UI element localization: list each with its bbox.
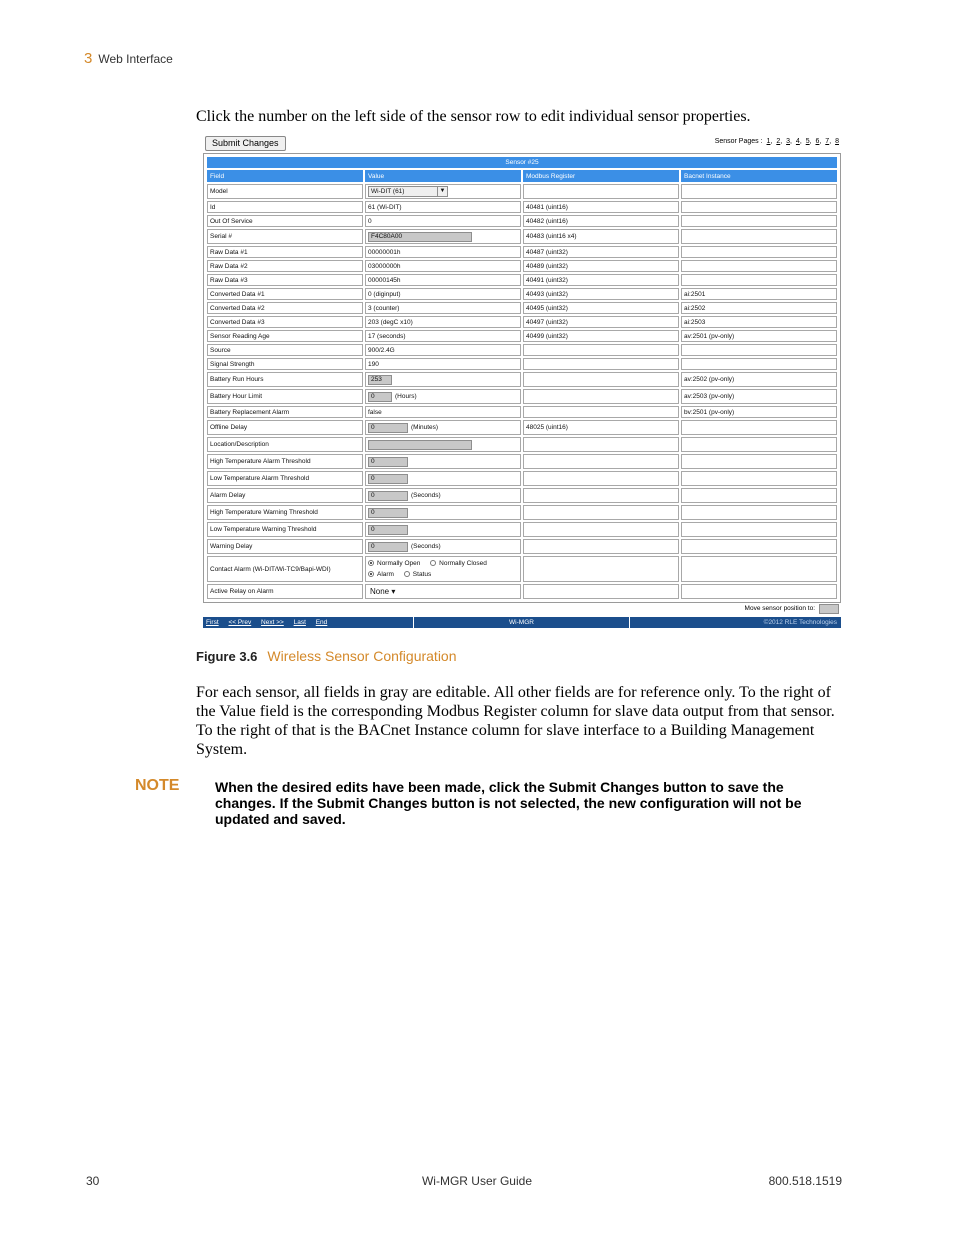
sensor-config-screenshot	[203, 135, 841, 628]
bacnet-cell	[681, 584, 837, 599]
move-sensor-input[interactable]	[819, 604, 839, 614]
sensor-pages: Sensor Pages : 1, 2, 3, 4, 5, 6, 7, 8	[714, 138, 839, 145]
value-cell: 900/2.4G	[365, 344, 521, 356]
pager-prev-link[interactable]: << Prev	[228, 619, 252, 626]
unit-label: (Hours)	[395, 393, 417, 401]
table-row	[207, 389, 837, 404]
radio-label: Normally Open	[377, 560, 421, 567]
sensor-page-link[interactable]: 6	[815, 138, 820, 145]
active-relay-select[interactable]	[368, 586, 395, 597]
pager-last-link[interactable]: Last	[293, 619, 306, 626]
value-cell: 0 (diginput)	[365, 288, 521, 300]
field-cell: Low Temperature Warning Threshold	[207, 522, 363, 537]
intro-text: Click the number on the left side of the sensor row to edit individual sensor properties.	[196, 108, 751, 125]
modbus-cell: 40495 (uint32)	[523, 302, 679, 314]
bacnet-cell: ai:2503	[681, 316, 837, 328]
field-cell: Converted Data #3	[207, 316, 363, 328]
table-header-row	[207, 170, 837, 182]
modbus-cell	[523, 584, 679, 599]
value-cell: 0	[365, 215, 521, 227]
figure-caption	[196, 648, 457, 664]
table-row	[207, 229, 837, 244]
contact-type-radios	[368, 569, 518, 580]
bacnet-cell	[681, 556, 837, 582]
bacnet-cell: av:2501 (pv-only)	[681, 330, 837, 342]
bacnet-cell: ai:2501	[681, 288, 837, 300]
high-temp-alarm-input[interactable]: 0	[368, 457, 408, 467]
field-cell: Model	[207, 184, 363, 199]
modbus-cell: 40487 (uint32)	[523, 246, 679, 258]
sensor-page-link[interactable]: 5	[805, 138, 810, 145]
unit-label: (Seconds)	[411, 543, 441, 551]
pager-first-link[interactable]: First	[206, 619, 219, 626]
battery-run-hours-input[interactable]: 253	[368, 375, 392, 385]
radio-label: Alarm	[377, 571, 394, 578]
table-row	[207, 556, 837, 582]
value-cell	[365, 584, 521, 599]
modbus-cell	[523, 437, 679, 452]
bacnet-cell: bv:2501 (pv-only)	[681, 406, 837, 418]
bacnet-cell: av:2502 (pv-only)	[681, 372, 837, 387]
value-cell	[365, 556, 521, 582]
field-cell: Raw Data #3	[207, 274, 363, 286]
column-header: Field	[207, 170, 363, 182]
table-row	[207, 274, 837, 286]
alarm-radio[interactable]	[368, 571, 374, 577]
chapter-number: 3	[84, 50, 93, 67]
field-cell: Active Relay on Alarm	[207, 584, 363, 599]
radio-label: Normally Closed	[439, 560, 487, 567]
sensor-page-link[interactable]: 3	[786, 138, 791, 145]
table-row	[207, 584, 837, 599]
table-row	[207, 454, 837, 469]
low-temp-alarm-input[interactable]: 0	[368, 474, 408, 484]
note-text: When the desired edits have been made, click the Submit Changes button to save the changes. If the Submit Changes button is not selected, the new configuration will not be updated and saved.	[215, 779, 802, 827]
table-row	[207, 260, 837, 272]
modbus-cell: 40491 (uint32)	[523, 274, 679, 286]
chevron-down-icon: ▾	[391, 587, 396, 596]
modbus-cell	[523, 471, 679, 486]
modbus-cell	[523, 344, 679, 356]
field-cell: Battery Run Hours	[207, 372, 363, 387]
modbus-cell	[523, 454, 679, 469]
section-title: Web Interface	[98, 52, 173, 66]
bacnet-cell	[681, 260, 837, 272]
modbus-cell	[523, 539, 679, 554]
table-row	[207, 184, 837, 199]
modbus-cell	[523, 488, 679, 503]
page-number: 30	[86, 1174, 100, 1188]
contact-mode-radios	[368, 558, 518, 569]
field-cell: Id	[207, 201, 363, 213]
value-cell: 61 (Wi-DIT)	[365, 201, 521, 213]
low-temp-warning-input[interactable]: 0	[368, 525, 408, 535]
body-paragraph: For each sensor, all fields in gray are editable. All other fields are for reference only. To the right of the Value field is the corresponding Modbus Register column for slave data output from that sensor. To the right of that is the BACnet Instance column for slave interface to a Building Management System.	[196, 684, 835, 758]
field-cell: Out Of Service	[207, 215, 363, 227]
modbus-cell: 40499 (uint32)	[523, 330, 679, 342]
chevron-down-icon: ▼	[437, 187, 447, 196]
bacnet-cell	[681, 454, 837, 469]
figure-title: Wireless Sensor Configuration	[267, 648, 457, 664]
value-cell	[365, 184, 521, 199]
modbus-cell: 48025 (uint16)	[523, 420, 679, 435]
model-select[interactable]	[368, 186, 448, 197]
pager-next-link[interactable]: Next >>	[261, 619, 284, 626]
alarm-delay-input[interactable]: 0	[368, 491, 408, 501]
unit-label: (Minutes)	[411, 424, 439, 432]
value-cell	[365, 454, 521, 469]
bacnet-cell	[681, 488, 837, 503]
table-row	[207, 344, 837, 356]
field-cell: Warning Delay	[207, 539, 363, 554]
modbus-cell	[523, 406, 679, 418]
field-cell: Source	[207, 344, 363, 356]
bacnet-cell	[681, 358, 837, 370]
sensor-page-link[interactable]: 8	[835, 138, 839, 145]
footer-title: Wi-MGR User Guide	[421, 1174, 532, 1188]
modbus-cell	[523, 184, 679, 199]
modbus-cell	[523, 389, 679, 404]
table-row	[207, 246, 837, 258]
table-row	[207, 288, 837, 300]
bacnet-cell	[681, 420, 837, 435]
move-sensor-bar	[203, 603, 841, 615]
value-cell: false	[365, 406, 521, 418]
field-cell: Battery Hour Limit	[207, 389, 363, 404]
field-cell: Offline Delay	[207, 420, 363, 435]
modbus-cell	[523, 372, 679, 387]
pager-end-link[interactable]: End	[315, 619, 328, 626]
field-cell: Serial #	[207, 229, 363, 244]
column-header: Value	[365, 170, 521, 182]
bacnet-cell: av:2503 (pv-only)	[681, 389, 837, 404]
normally-open-radio[interactable]	[368, 560, 374, 566]
value-cell	[365, 372, 521, 387]
field-cell: Battery Replacement Alarm	[207, 406, 363, 418]
page-header	[84, 50, 173, 68]
value-cell	[365, 488, 521, 503]
modbus-cell	[523, 522, 679, 537]
bacnet-cell	[681, 522, 837, 537]
footer-copyright: ©2012 RLE Technologies	[629, 617, 841, 628]
pager-nav	[203, 617, 413, 628]
high-temp-warning-input[interactable]: 0	[368, 508, 408, 518]
column-header: Modbus Register	[523, 170, 679, 182]
status-radio[interactable]	[404, 571, 410, 577]
field-cell: Low Temperature Alarm Threshold	[207, 471, 363, 486]
value-cell	[365, 437, 521, 452]
value-cell	[365, 389, 521, 404]
footer-product-name: Wi-MGR	[413, 617, 629, 628]
screenshot-toolbar	[203, 135, 841, 152]
bacnet-cell	[681, 229, 837, 244]
bacnet-cell	[681, 471, 837, 486]
value-cell: 03000000h	[365, 260, 521, 272]
screenshot-footer-bar	[203, 617, 841, 628]
value-cell	[365, 522, 521, 537]
modbus-cell: 40482 (uint16)	[523, 215, 679, 227]
sensor-page-link[interactable]: 4	[795, 138, 800, 145]
field-cell: Signal Strength	[207, 358, 363, 370]
model-select-value: Wi-DIT (61)	[371, 188, 405, 195]
value-cell	[365, 420, 521, 435]
value-cell: 00000145h	[365, 274, 521, 286]
bacnet-cell: ai:2502	[681, 302, 837, 314]
submit-changes-button[interactable]: Submit Changes	[205, 136, 286, 151]
field-cell: Location/Description	[207, 437, 363, 452]
table-row	[207, 358, 837, 370]
table-row	[207, 372, 837, 387]
value-cell	[365, 471, 521, 486]
bacnet-cell	[681, 246, 837, 258]
table-row	[207, 215, 837, 227]
table-row	[207, 437, 837, 452]
sensor-pages-label: Sensor Pages :	[714, 138, 763, 145]
radio-label: Status	[412, 571, 432, 578]
sensor-table	[205, 155, 839, 601]
table-row	[207, 302, 837, 314]
modbus-cell: 40483 (uint16 x4)	[523, 229, 679, 244]
modbus-cell: 40493 (uint32)	[523, 288, 679, 300]
sensor-page-link[interactable]: 2	[776, 138, 781, 145]
value-cell: 00000001h	[365, 246, 521, 258]
location-description-input[interactable]	[368, 440, 472, 450]
field-cell: High Temperature Alarm Threshold	[207, 454, 363, 469]
bacnet-cell	[681, 505, 837, 520]
serial-input[interactable]: F4C80A00	[368, 232, 472, 242]
bacnet-cell	[681, 274, 837, 286]
field-cell: High Temperature Warning Threshold	[207, 505, 363, 520]
field-cell: Converted Data #1	[207, 288, 363, 300]
normally-closed-radio[interactable]	[430, 560, 436, 566]
bacnet-cell	[681, 215, 837, 227]
table-title: Sensor #25	[207, 157, 837, 168]
sensor-page-link[interactable]: 7	[825, 138, 830, 145]
value-cell: 3 (counter)	[365, 302, 521, 314]
value-cell: 190	[365, 358, 521, 370]
table-row	[207, 201, 837, 213]
value-cell	[365, 505, 521, 520]
value-cell	[365, 539, 521, 554]
table-row	[207, 505, 837, 520]
modbus-cell: 40489 (uint32)	[523, 260, 679, 272]
offline-delay-input[interactable]: 0	[368, 423, 408, 433]
field-cell: Sensor Reading Age	[207, 330, 363, 342]
sensor-table-frame	[203, 153, 841, 603]
table-row	[207, 330, 837, 342]
warning-delay-input[interactable]: 0	[368, 542, 408, 552]
field-cell: Raw Data #1	[207, 246, 363, 258]
field-cell: Raw Data #2	[207, 260, 363, 272]
table-row	[207, 539, 837, 554]
sensor-page-link[interactable]: 1	[766, 138, 771, 145]
figure-number: Figure 3.6	[196, 649, 258, 664]
modbus-cell	[523, 505, 679, 520]
table-row	[207, 522, 837, 537]
modbus-cell	[523, 556, 679, 582]
modbus-cell	[523, 358, 679, 370]
footer-phone: 800.518.1519	[768, 1174, 842, 1188]
value-cell: 203 (degC x10)	[365, 316, 521, 328]
field-cell: Converted Data #2	[207, 302, 363, 314]
note-label: NOTE	[135, 777, 180, 794]
bacnet-cell	[681, 539, 837, 554]
bacnet-cell	[681, 184, 837, 199]
table-row	[207, 488, 837, 503]
bacnet-cell	[681, 201, 837, 213]
battery-hour-limit-input[interactable]: 0	[368, 392, 392, 402]
modbus-cell: 40481 (uint16)	[523, 201, 679, 213]
value-cell	[365, 229, 521, 244]
table-row	[207, 471, 837, 486]
modbus-cell: 40497 (uint32)	[523, 316, 679, 328]
table-row	[207, 316, 837, 328]
value-cell: 17 (seconds)	[365, 330, 521, 342]
active-relay-value: None	[370, 587, 390, 596]
table-row	[207, 406, 837, 418]
column-header: Bacnet Instance	[681, 170, 837, 182]
field-cell: Alarm Delay	[207, 488, 363, 503]
unit-label: (Seconds)	[411, 492, 441, 500]
move-sensor-label: Move sensor position to:	[744, 605, 815, 612]
bacnet-cell	[681, 344, 837, 356]
field-cell: Contact Alarm (Wi-DIT/Wi-TC9/Bapi-WDI)	[207, 556, 363, 582]
bacnet-cell	[681, 437, 837, 452]
table-row	[207, 420, 837, 435]
